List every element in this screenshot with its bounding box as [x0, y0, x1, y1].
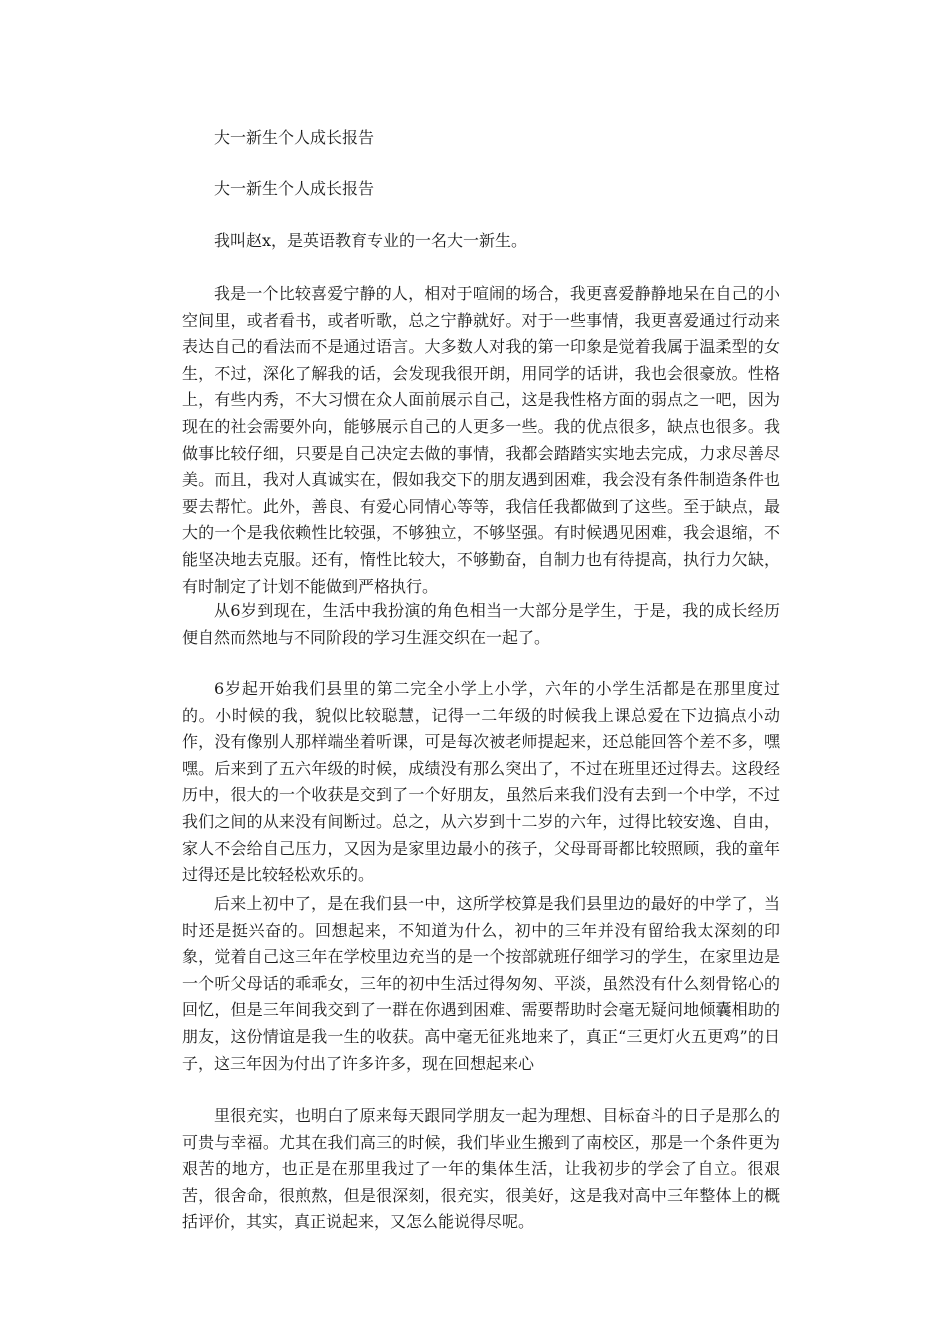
paragraph-primary-school: 6岁起开始我们县里的第二完全小学上小学，六年的小学生活都是在那里度过的。小时候的我，貌似比较聪慧，记得一二年级的时候我上课总爱在下边搞点小动作，没有像别人那样端坐着听课，可是每次被老师提起来，还总能回答个差不多，嘿嘿。后来到了五六年级的时候，成绩没有那么突出了，不过在班里还过得去。这段经历中，很大的一个收获是交到了一个好朋友，虽然后来我们没有去到一个中学，不过我们之间的从来没有间断过。总之，从六岁到十二岁的六年，过得比较安逸、自由，家人不会给自己压力，又因为是家里边最小的孩子，父母哥哥都比较照顾，我的童年过得还是比较轻松欢乐的。	[182, 679, 780, 885]
document-subtitle: 大一新生个人成长报告	[214, 179, 375, 198]
paragraph-growth-intro: 从6岁到现在，生活中我扮演的角色相当一大部分是学生，于是，我的成长经历便自然而然地与不同阶段的学习生涯交织在一起了。	[182, 601, 780, 647]
paragraph-middle-school: 后来上初中了，是在我们县一中，这所学校算是我们县里边的最好的中学了，当时还是挺兴奋的。回想起来，不知道为什么，初中的三年并没有留给我太深刻的印象，觉着自己这三年在学校里边充当的是一个按部就班仔细学习的学生，在家里边是一个听父母话的乖乖女，三年的初中生活过得匆匆、平淡，虽然没有什么刻骨铭心的回忆，但是三年间我交到了一群在你遇到困难、需要帮助时会毫无疑问地倾囊相助的朋友，这份情谊是我一生的收获。高中毫无征兆地来了，真正“三更灯火五更鸡”的日子，这三年因为付出了许多许多，现在回想起来心	[182, 894, 780, 1073]
intro-line: 我叫赵x，是英语教育专业的一名大一新生。	[214, 231, 528, 250]
paragraph-personality: 我是一个比较喜爱宁静的人，相对于喧闹的场合，我更喜爱静静地呆在自己的小空间里，或者看书，或者听歌，总之宁静就好。对于一些事情，我更喜爱通过行动来表达自己的看法而不是通过语言。大多数人对我的第一印象是觉着我属于温柔型的女生，不过，深化了解我的话，会发现我很开朗，用同学的话讲，我也会很豪放。性格上，有些内秀，不大习惯在众人面前展示自己，这是我性格方面的弱点之一吧，因为现在的社会需要外向，能够展示自己的人更多一些。我的优点很多，缺点也很多。我做事比较仔细，只要是自己决定去做的事情，我都会踏踏实实地去完成，力求尽善尽美。而且，我对人真诚实在，假如我交下的朋友遇到困难，我会没有条件制造条件也要去帮忙。此外，善良、有爱心同情心等等，我信任我都做到了这些。至于缺点，最大的一个是我依赖性比较强，不够独立，不够坚强。有时候遇见困难，我会退缩，不能坚决地去克服。还有，惰性比较大，不够勤奋，自制力也有待提高，执行力欠缺，有时制定了计划不能做到严格执行。	[182, 284, 780, 596]
document-title: 大一新生个人成长报告	[214, 128, 375, 147]
paragraph-high-school: 里很充实，也明白了原来每天跟同学朋友一起为理想、目标奋斗的日子是那么的可贵与幸福。尤其在我们高三的时候，我们毕业生搬到了南校区，那是一个条件更为艰苦的地方，也正是在那里我过了一年的集体生活，让我初步的学会了自立。很艰苦，很舍命，很煎熬，但是很深刻，很充实，很美好，这是我对高中三年整体上的概括评价，其实，真正说起来，又怎么能说得尽呢。	[182, 1106, 780, 1232]
